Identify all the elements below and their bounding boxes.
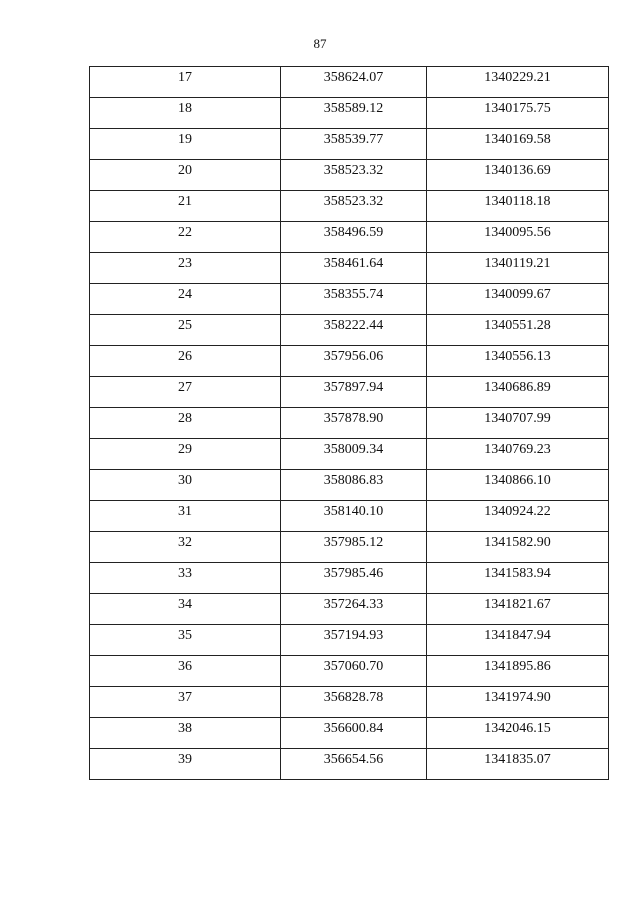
x-coordinate-cell: 358523.32 xyxy=(281,160,427,191)
x-coordinate-cell: 357060.70 xyxy=(281,656,427,687)
x-coordinate-cell: 358009.34 xyxy=(281,439,427,470)
x-coordinate-cell: 357985.46 xyxy=(281,563,427,594)
table-row xyxy=(90,222,609,253)
table-row xyxy=(90,470,609,501)
point-number-cell: 21 xyxy=(90,191,281,222)
x-coordinate-cell: 356654.56 xyxy=(281,749,427,780)
y-coordinate-cell: 1340229.21 xyxy=(427,67,609,98)
table-row xyxy=(90,129,609,160)
table-row xyxy=(90,625,609,656)
table-row xyxy=(90,346,609,377)
y-coordinate-cell: 1341835.07 xyxy=(427,749,609,780)
x-coordinate-cell: 358496.59 xyxy=(281,222,427,253)
x-coordinate-cell: 356828.78 xyxy=(281,687,427,718)
table-row xyxy=(90,718,609,749)
table-row xyxy=(90,408,609,439)
point-number-cell: 37 xyxy=(90,687,281,718)
x-coordinate-cell: 357956.06 xyxy=(281,346,427,377)
x-coordinate-cell: 358222.44 xyxy=(281,315,427,346)
table-row xyxy=(90,253,609,284)
table-row xyxy=(90,284,609,315)
table-row xyxy=(90,749,609,780)
point-number-cell: 33 xyxy=(90,563,281,594)
x-coordinate-cell: 358355.74 xyxy=(281,284,427,315)
page-number: 87 xyxy=(313,36,327,51)
point-number-cell: 22 xyxy=(90,222,281,253)
y-coordinate-cell: 1340119.21 xyxy=(427,253,609,284)
coordinates-table-body xyxy=(90,67,609,780)
table-row xyxy=(90,315,609,346)
table-row xyxy=(90,98,609,129)
table-row xyxy=(90,501,609,532)
y-coordinate-cell: 1340707.99 xyxy=(427,408,609,439)
y-coordinate-cell: 1340136.69 xyxy=(427,160,609,191)
y-coordinate-cell: 1341582.90 xyxy=(427,532,609,563)
x-coordinate-cell: 358624.07 xyxy=(281,67,427,98)
x-coordinate-cell: 357897.94 xyxy=(281,377,427,408)
point-number-cell: 31 xyxy=(90,501,281,532)
point-number-cell: 20 xyxy=(90,160,281,191)
point-number-cell: 26 xyxy=(90,346,281,377)
y-coordinate-cell: 1340866.10 xyxy=(427,470,609,501)
y-coordinate-cell: 1340095.56 xyxy=(427,222,609,253)
table-row xyxy=(90,439,609,470)
x-coordinate-cell: 358523.32 xyxy=(281,191,427,222)
point-number-cell: 38 xyxy=(90,718,281,749)
point-number-cell: 19 xyxy=(90,129,281,160)
point-number-cell: 28 xyxy=(90,408,281,439)
y-coordinate-cell: 1341895.86 xyxy=(427,656,609,687)
x-coordinate-cell: 358086.83 xyxy=(281,470,427,501)
point-number-cell: 36 xyxy=(90,656,281,687)
x-coordinate-cell: 357878.90 xyxy=(281,408,427,439)
y-coordinate-cell: 1340118.18 xyxy=(427,191,609,222)
point-number-cell: 39 xyxy=(90,749,281,780)
x-coordinate-cell: 358539.77 xyxy=(281,129,427,160)
y-coordinate-cell: 1341583.94 xyxy=(427,563,609,594)
table-row xyxy=(90,563,609,594)
x-coordinate-cell: 357194.93 xyxy=(281,625,427,656)
point-number-cell: 17 xyxy=(90,67,281,98)
point-number-cell: 18 xyxy=(90,98,281,129)
y-coordinate-cell: 1341974.90 xyxy=(427,687,609,718)
table-row xyxy=(90,594,609,625)
y-coordinate-cell: 1340686.89 xyxy=(427,377,609,408)
y-coordinate-cell: 1340556.13 xyxy=(427,346,609,377)
x-coordinate-cell: 358589.12 xyxy=(281,98,427,129)
table-row xyxy=(90,656,609,687)
x-coordinate-cell: 357985.12 xyxy=(281,532,427,563)
table-row xyxy=(90,191,609,222)
y-coordinate-cell: 1342046.15 xyxy=(427,718,609,749)
point-number-cell: 24 xyxy=(90,284,281,315)
x-coordinate-cell: 358461.64 xyxy=(281,253,427,284)
table-row xyxy=(90,377,609,408)
y-coordinate-cell: 1340175.75 xyxy=(427,98,609,129)
x-coordinate-cell: 358140.10 xyxy=(281,501,427,532)
y-coordinate-cell: 1340169.58 xyxy=(427,129,609,160)
table-row xyxy=(90,67,609,98)
point-number-cell: 35 xyxy=(90,625,281,656)
point-number-cell: 27 xyxy=(90,377,281,408)
point-number-cell: 34 xyxy=(90,594,281,625)
coordinates-table xyxy=(89,66,609,780)
y-coordinate-cell: 1340099.67 xyxy=(427,284,609,315)
table-row xyxy=(90,532,609,563)
point-number-cell: 25 xyxy=(90,315,281,346)
point-number-cell: 32 xyxy=(90,532,281,563)
y-coordinate-cell: 1340551.28 xyxy=(427,315,609,346)
point-number-cell: 30 xyxy=(90,470,281,501)
table-row xyxy=(90,160,609,191)
point-number-cell: 23 xyxy=(90,253,281,284)
x-coordinate-cell: 357264.33 xyxy=(281,594,427,625)
y-coordinate-cell: 1341821.67 xyxy=(427,594,609,625)
table-row xyxy=(90,687,609,718)
point-number-cell: 29 xyxy=(90,439,281,470)
x-coordinate-cell: 356600.84 xyxy=(281,718,427,749)
y-coordinate-cell: 1341847.94 xyxy=(427,625,609,656)
y-coordinate-cell: 1340924.22 xyxy=(427,501,609,532)
y-coordinate-cell: 1340769.23 xyxy=(427,439,609,470)
